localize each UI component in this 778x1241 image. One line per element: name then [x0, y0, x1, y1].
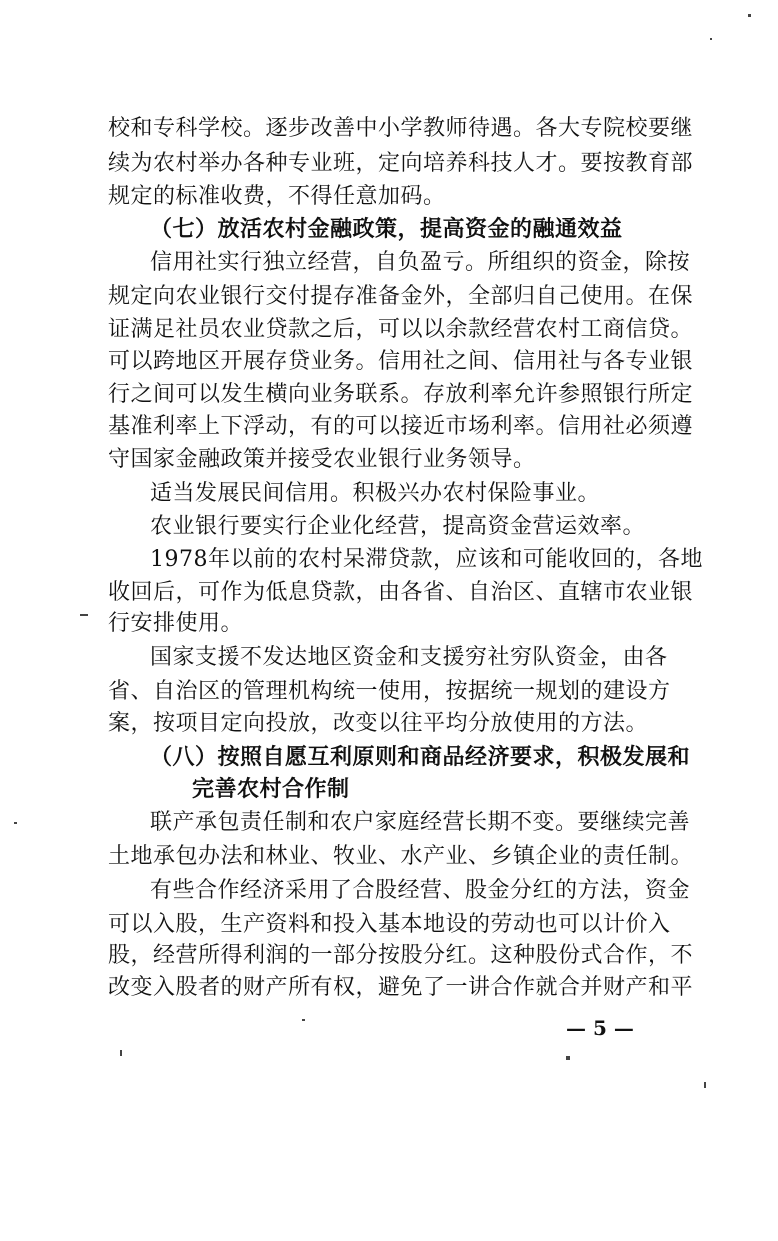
- scan-speck: [80, 614, 88, 616]
- text-line: 校和专科学校。逐步改善中小学教师待遇。各大专院校要继: [108, 116, 694, 141]
- text-line: 行安排使用。: [108, 611, 244, 636]
- text-line: 农业银行要实行企业化经营，提高资金营运效率。: [150, 514, 646, 539]
- text-line: 收回后，可作为低息贷款，由各省、自治区、直辖市农业银: [108, 580, 694, 605]
- text-line: 信用社实行独立经营，自负盈亏。所组织的资金，除按: [150, 250, 691, 275]
- text-line: 续为农村举办各种专业班，定向培养科技人才。要按教育部: [108, 151, 694, 176]
- text-line: 有些合作经济采用了合股经营、股金分红的方法，资金: [150, 878, 691, 903]
- text-line: 证满足社员农业贷款之后，可以以余款经营农村工商信贷。: [108, 317, 694, 342]
- scan-speck: [704, 1082, 706, 1088]
- text-line: 可以入股，生产资料和投入基本地设的劳动也可以计价入: [108, 912, 671, 937]
- section-heading: （七）放活农村金融政策，提高资金的融通效益: [150, 216, 623, 242]
- text-line: 股，经营所得利润的一部分按股分红。这种股份式合作，不: [108, 943, 694, 968]
- scan-speck: [302, 1019, 305, 1021]
- text-line: 联产承包责任制和农户家庭经营长期不变。要继续完善: [150, 810, 691, 835]
- text-line: 国家支援不发达地区资金和支援穷社穷队资金，由各: [150, 645, 668, 670]
- text-line: 适当发展民间信用。积极兴办农村保险事业。: [150, 481, 601, 506]
- text-line: 改变入股者的财产所有权，避免了一讲合作就合并财产和平: [108, 975, 694, 1000]
- text-line: 行之间可以发生横向业务联系。存放利率允许参照银行所定: [108, 382, 694, 407]
- text-line: 省、自治区的管理机构统一使用，按据统一规划的建设方: [108, 679, 671, 704]
- scan-speck: [566, 1056, 570, 1060]
- scan-speck: [748, 14, 751, 17]
- text-line: 1978年以前的农村呆滞贷款，应该和可能收回的，各地: [150, 547, 703, 572]
- text-line: 基准利率上下浮动，有的可以接近市场利率。信用社必须遵: [108, 414, 694, 439]
- text-line: 土地承包办法和林业、牧业、水产业、乡镇企业的责任制。: [108, 844, 694, 869]
- text-line: 可以跨地区开展存贷业务。信用社之间、信用社与各专业银: [108, 349, 694, 374]
- scan-speck: [710, 38, 712, 40]
- text-line: 守国家金融政策并接受农业银行业务领导。: [108, 447, 536, 472]
- scan-speck: [14, 822, 17, 824]
- section-heading: （八）按照自愿互利原则和商品经济要求，积极发展和: [150, 744, 691, 770]
- text-line: 案，按项目定向投放，改变以往平均分放使用的方法。: [108, 711, 649, 736]
- scan-speck: [120, 1050, 122, 1056]
- section-heading-continued: 完善农村合作制: [192, 776, 350, 802]
- text-line: 规定的标准收费，不得任意加码。: [108, 184, 446, 209]
- text-line: 规定向农业银行交付提存准备金外，全部归自己使用。在保: [108, 284, 694, 309]
- page-number: — 5 —: [566, 1016, 634, 1040]
